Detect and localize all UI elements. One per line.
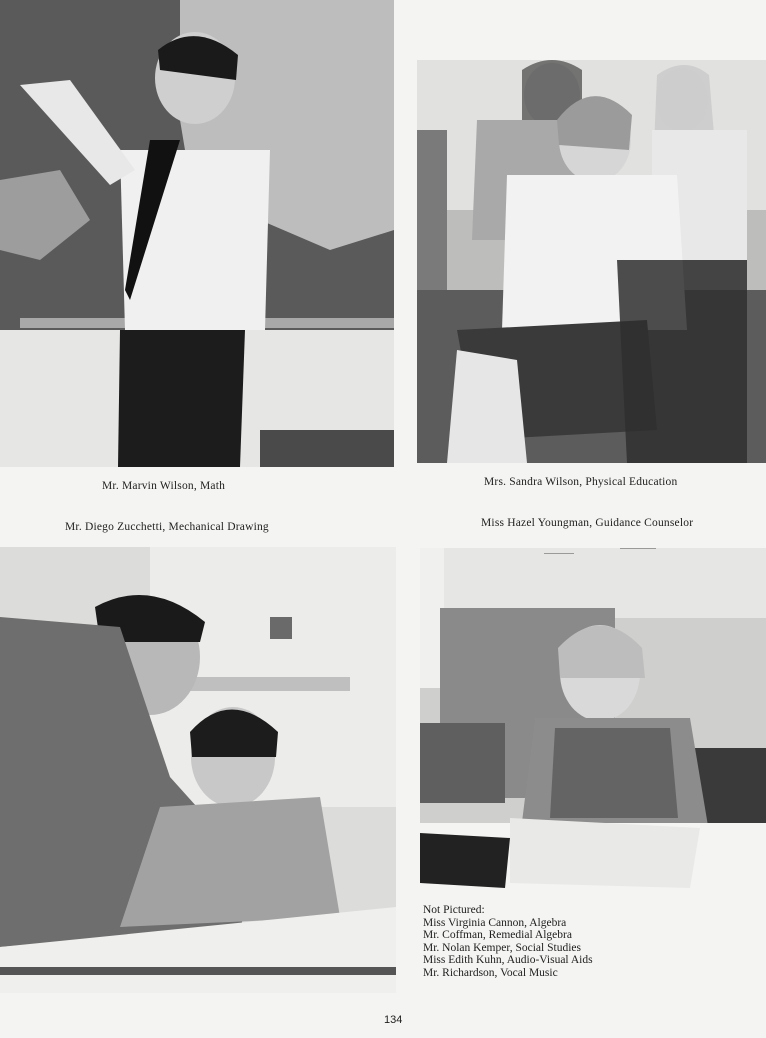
caption-marvin-wilson: Mr. Marvin Wilson, Math bbox=[102, 480, 226, 492]
list-item: Miss Virginia Cannon, Algebra bbox=[423, 916, 567, 929]
list-item: Mr. Coffman, Remedial Algebra bbox=[423, 929, 572, 942]
photo-diego-zucchetti bbox=[0, 547, 396, 993]
list-item: Mr. Richardson, Vocal Music bbox=[423, 966, 558, 979]
page-number: 134 bbox=[384, 1014, 403, 1026]
photo-marvin-wilson bbox=[0, 0, 394, 467]
not-pictured-heading: Not Pictured: bbox=[423, 904, 485, 916]
list-item: Miss Edith Kuhn, Audio-Visual Aids bbox=[423, 954, 593, 967]
list-item: Mr. Nolan Kemper, Social Studies bbox=[423, 941, 581, 954]
caption-diego-zucchetti: Mr. Diego Zucchetti, Mechanical Drawing bbox=[65, 521, 269, 533]
photo-hazel-youngman bbox=[420, 548, 766, 895]
divider bbox=[620, 548, 656, 549]
photo-sandra-wilson bbox=[417, 60, 766, 463]
divider bbox=[544, 553, 574, 554]
caption-hazel-youngman: Miss Hazel Youngman, Guidance Counselor bbox=[481, 517, 694, 529]
caption-sandra-wilson: Mrs. Sandra Wilson, Physical Education bbox=[484, 476, 678, 488]
not-pictured-list bbox=[423, 904, 593, 980]
